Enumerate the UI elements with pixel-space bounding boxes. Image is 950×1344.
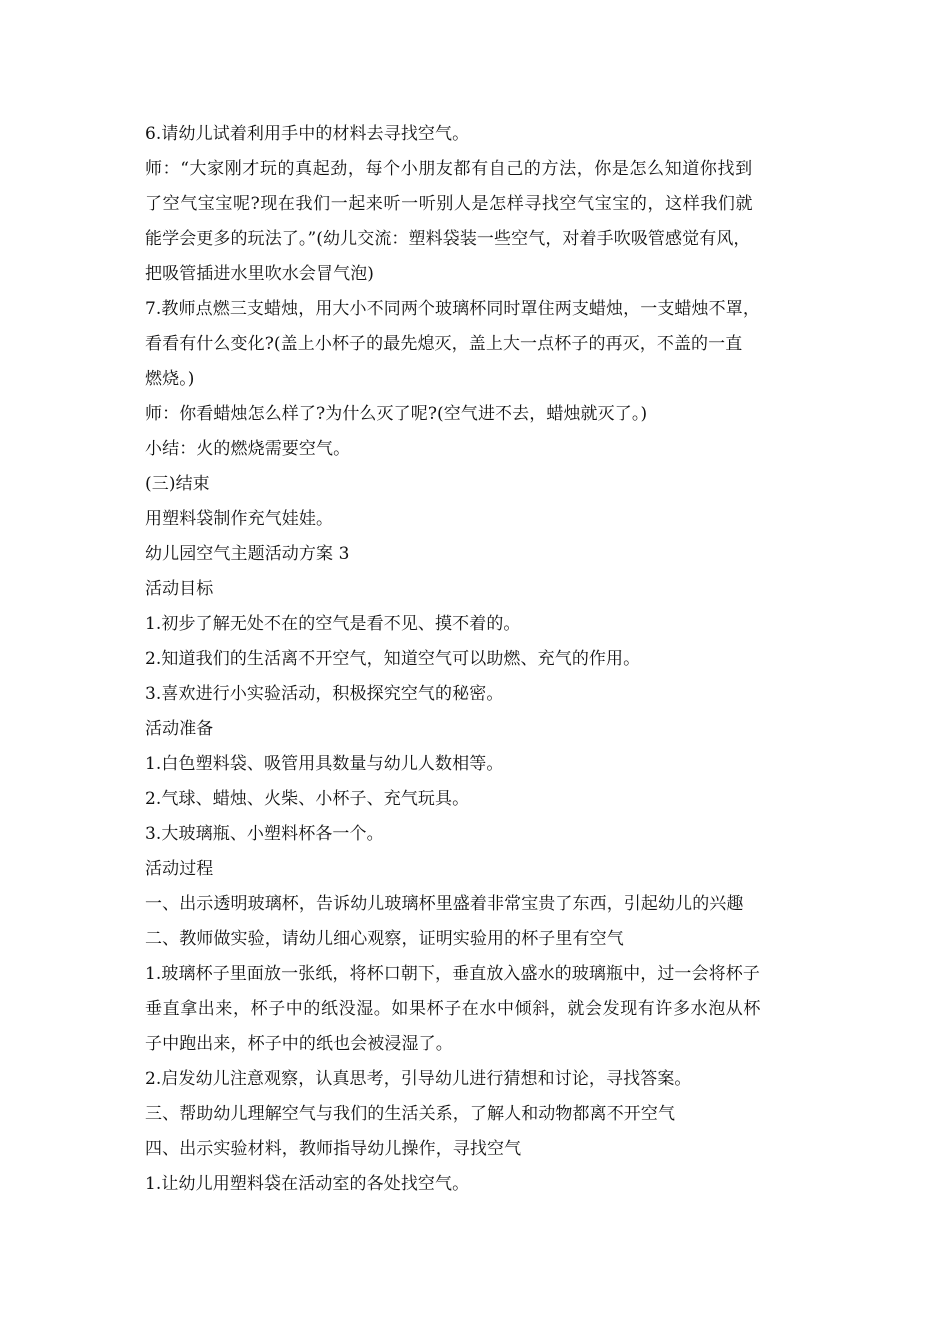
text-line: 7.教师点燃三支蜡烛，用大小不同两个玻璃杯同时罩住两支蜡烛，一支蜡烛不罩，: [145, 299, 760, 319]
text-line: 二、教师做实验，请幼儿细心观察，证明实验用的杯子里有空气: [145, 929, 624, 949]
section-heading: 活动目标: [145, 579, 214, 599]
text-line: 把吸管插进水里吹水会冒气泡): [145, 264, 375, 284]
text-line: 看看有什么变化?(盖上小杯子的最先熄灭，盖上大一点杯子的再灭，不盖的一直: [145, 334, 743, 354]
text-line: 师：“大家刚才玩的真起劲，每个小朋友都有自己的方法，你是怎么知道你找到: [145, 159, 753, 179]
text-line: 了空气宝宝呢?现在我们一起来听一听别人是怎样寻找空气宝宝的，这样我们就: [145, 194, 754, 214]
text-line: 一、出示透明玻璃杯，告诉幼儿玻璃杯里盛着非常宝贵了东西，引起幼儿的兴趣: [145, 894, 744, 914]
text-line: 能学会更多的玩法了。”(幼儿交流：塑料袋装一些空气，对着手吹吸管感觉有风，: [145, 229, 751, 249]
text-line: 6.请幼儿试着利用手中的材料去寻找空气。: [145, 124, 470, 144]
text-line: 小结：火的燃烧需要空气。: [145, 439, 351, 459]
list-item: 1.初步了解无处不在的空气是看不见、摸不着的。: [145, 614, 521, 634]
list-item: 3.大玻璃瓶、小塑料杯各一个。: [145, 824, 384, 844]
section-heading: (三)结束: [145, 474, 210, 494]
list-item: 2.气球、蜡烛、火柴、小杯子、充气玩具。: [145, 789, 470, 809]
text-line: 子中跑出来，杯子中的纸也会被浸湿了。: [145, 1034, 453, 1054]
text-line: 燃烧。): [145, 369, 195, 389]
text-line: 垂直拿出来，杯子中的纸没湿。如果杯子在水中倾斜，就会发现有许多水泡从杯: [145, 999, 761, 1019]
document-body: [145, 117, 810, 1202]
text-line: 三、帮助幼儿理解空气与我们的生活关系，了解人和动物都离不开空气: [145, 1104, 676, 1124]
list-item: 1.白色塑料袋、吸管用具数量与幼儿人数相等。: [145, 754, 504, 774]
text-line: 1.玻璃杯子里面放一张纸，将杯口朝下，垂直放入盛水的玻璃瓶中，过一会将杯子: [145, 964, 760, 984]
list-item: 2.知道我们的生活离不开空气，知道空气可以助燃、充气的作用。: [145, 649, 641, 669]
list-item: 3.喜欢进行小实验活动，积极探究空气的秘密。: [145, 684, 504, 704]
text-line: 用塑料袋制作充气娃娃。: [145, 509, 334, 529]
section-title: 幼儿园空气主题活动方案 3: [145, 544, 350, 564]
text-line: 四、出示实验材料，教师指导幼儿操作，寻找空气: [145, 1139, 522, 1159]
text-line: 2.启发幼儿注意观察，认真思考，引导幼儿进行猜想和讨论，寻找答案。: [145, 1069, 692, 1089]
text-line: 师：你看蜡烛怎么样了?为什么灭了呢?(空气进不去，蜡烛就灭了。): [145, 404, 648, 424]
section-heading: 活动过程: [145, 859, 214, 879]
text-line: 1.让幼儿用塑料袋在活动室的各处找空气。: [145, 1174, 470, 1194]
section-heading: 活动准备: [145, 719, 214, 739]
